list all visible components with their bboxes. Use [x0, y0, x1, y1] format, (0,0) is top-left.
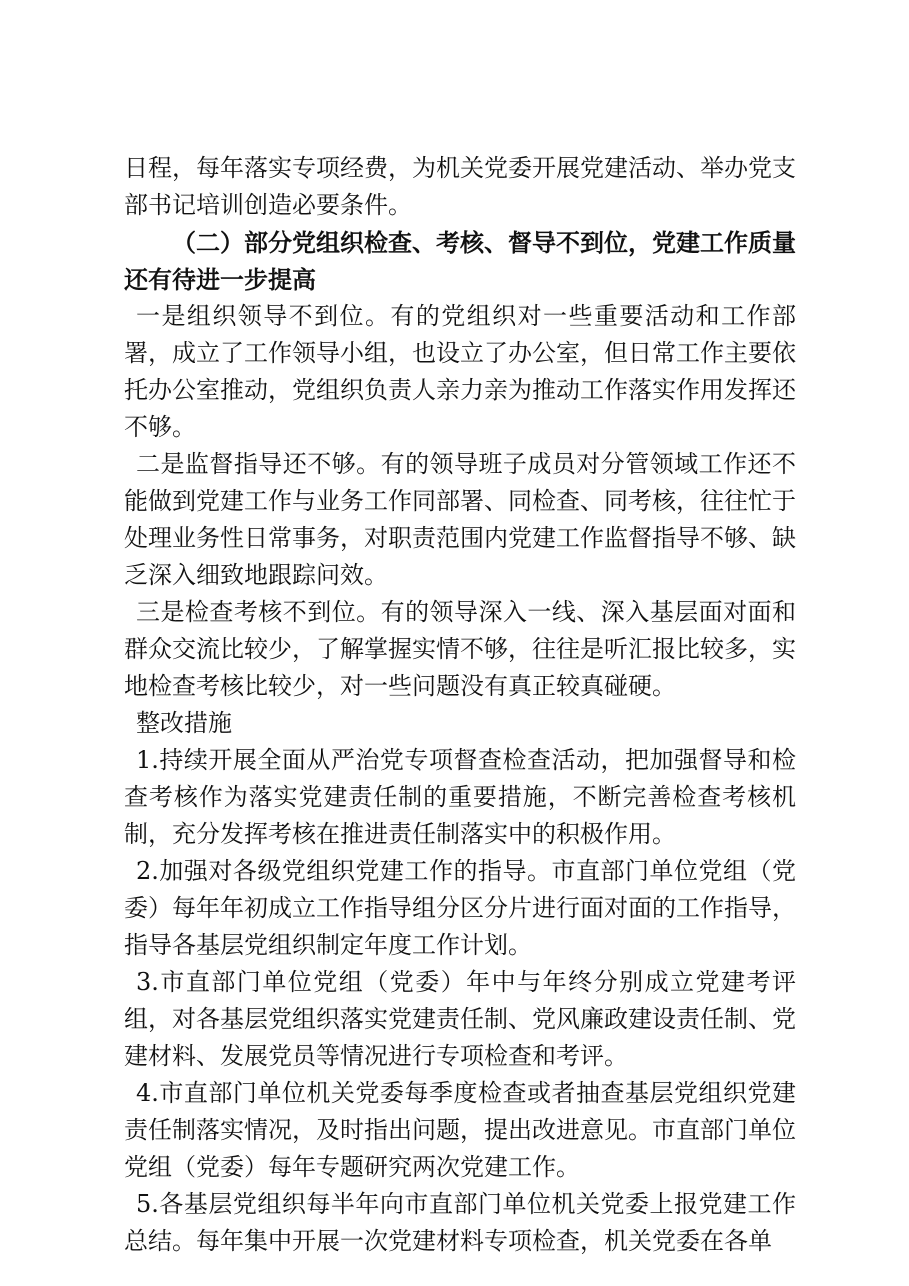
- measure-item-2: 2.加强对各级党组织党建工作的指导。市直部门单位党组（党委）每年年初成立工作指导组分区分片进行面对面的工作指导，指导各基层党组织制定年度工作计划。: [124, 857, 796, 959]
- document-body: [124, 150, 796, 1260]
- measure-item-4: 4.市直部门单位机关党委每季度检查或者抽查基层党组织党建责任制落实情况，及时指出问题，提出改进意见。市直部门单位党组（党委）每年专题研究两次党建工作。: [124, 1079, 796, 1181]
- measure-item-3: 3.市直部门单位党组（党委）年中与年终分别成立党建考评组，对各基层党组织落实党建责任制、党风廉政建设责任制、党建材料、发展党员等情况进行专项检查和考评。: [124, 968, 796, 1070]
- paragraph-continuation: 日程，每年落实专项经费，为机关党委开展党建活动、举办党支部书记培训创造必要条件。: [124, 154, 796, 219]
- measures-heading: 整改措施: [136, 709, 232, 737]
- paragraph-issue-3: 三是检查考核不到位。有的领导深入一线、深入基层面对面和群众交流比较少，了解掌握实情不够，往往是听汇报比较多，实地检查考核比较少，对一些问题没有真正较真碰硬。: [124, 598, 796, 700]
- section-heading: （二）部分党组织检查、考核、督导不到位，党建工作质量还有待进一步提高: [124, 228, 796, 294]
- measure-item-5: 5.各基层党组织每半年向市直部门单位机关党委上报党建工作总结。每年集中开展一次党建材料专项检查，机关党委在各单: [124, 1190, 796, 1255]
- measure-item-1: 1.持续开展全面从严治党专项督查检查活动，把加强督导和检查考核作为落实党建责任制的重要措施，不断完善检查考核机制，充分发挥考核在推进责任制落实中的积极作用。: [124, 746, 796, 848]
- paragraph-issue-1: 一是组织领导不到位。有的党组织对一些重要活动和工作部署，成立了工作领导小组，也设立了办公室，但日常工作主要依托办公室推动，党组织负责人亲力亲为推动工作落实作用发挥还不够。: [124, 302, 796, 441]
- paragraph-issue-2: 二是监督指导还不够。有的领导班子成员对分管领域工作还不能做到党建工作与业务工作同部署、同检查、同考核，往往忙于处理业务性日常事务，对职责范围内党建工作监督指导不够、缺乏深入细致地跟踪问效。: [124, 450, 796, 589]
